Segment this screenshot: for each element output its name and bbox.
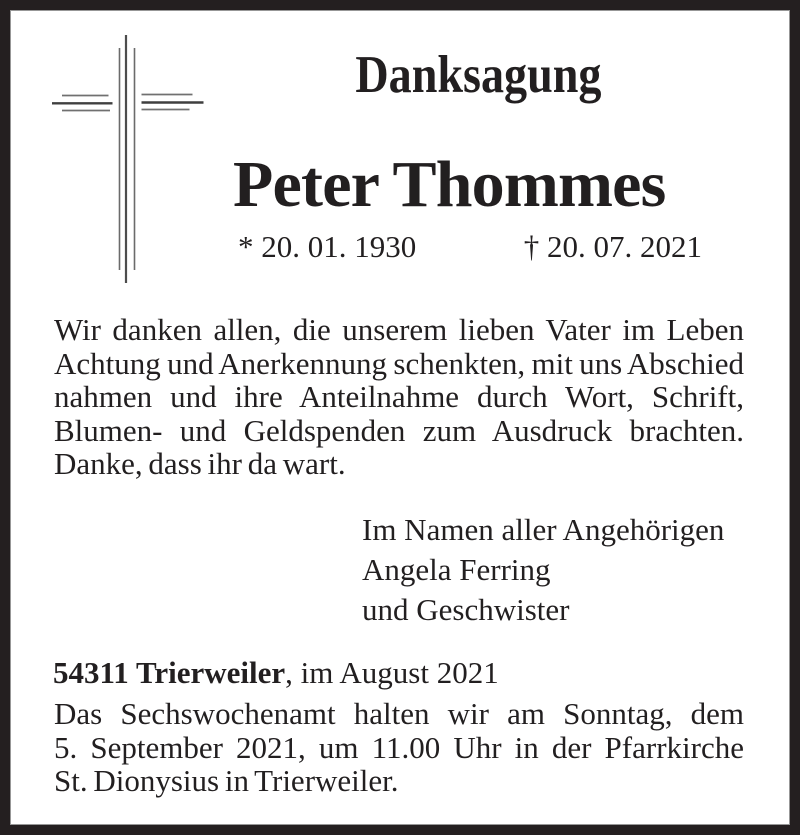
thanks-line: Blumen- und Geldspenden zum Ausdruck brachten. (54, 412, 744, 448)
service-line: 5. September 2021, um 11.00 Uhr in der Pfarrkirche (54, 729, 744, 765)
memorial-cross-icon (45, 30, 205, 288)
date-text: , im August 2021 (285, 655, 499, 690)
service-line: Das Sechswochenamt halten wir am Sonntag, dem (54, 696, 744, 731)
place-date-line (53, 657, 499, 688)
attribution-block (362, 510, 748, 630)
deceased-name: Peter Thommes (233, 148, 666, 221)
service-paragraph (54, 697, 744, 798)
service-line: St. Dionysius in Trierweiler. (54, 763, 399, 798)
notice-type-heading (233, 46, 723, 104)
thanks-line: Danke, dass ihr da wart. (54, 446, 346, 481)
thanks-line: nahmen und ihre Anteilnahme durch Wort, Schrift, (54, 379, 744, 414)
place-name: 54311 Trierweiler (53, 655, 286, 690)
family-names (362, 550, 748, 630)
death-date: † 20. 07. 2021 (523, 229, 702, 264)
thanks-line: Wir danken allen, die unserem lieben Vater im Leben (54, 312, 744, 347)
life-dates (238, 231, 702, 262)
thanks-line: Achtung und Anerkennung schenkten, mit uns Abschied (54, 345, 744, 381)
family-name-line: Angela Ferring (362, 552, 551, 587)
attribution-intro: Im Namen aller Angehörigen (362, 512, 725, 547)
family-name-line: und Geschwister (362, 592, 570, 627)
notice-type-heading-text: Danksagung (354, 46, 602, 104)
thanks-paragraph (54, 313, 744, 481)
birth-date: * 20. 01. 1930 (238, 229, 417, 264)
